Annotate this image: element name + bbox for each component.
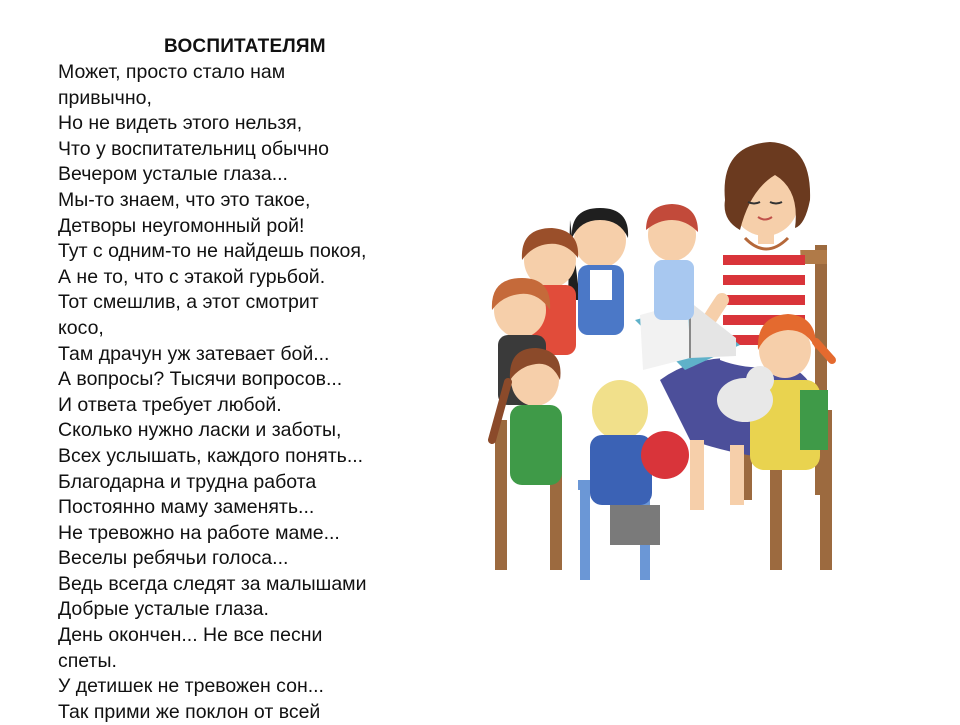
poem-line: Ведь всегда следят за малышами <box>58 572 367 595</box>
poem-line: А не то, что с этакой гурьбой. <box>58 265 326 288</box>
poem-line: Тут с одним-то не найдешь покоя, <box>58 240 367 263</box>
child-boy-blond <box>578 380 689 580</box>
poem-line: Детворы неугомонный рой! <box>58 214 305 237</box>
poem-line: День окончен... Не все песни <box>58 624 323 647</box>
poem-line: Так прими же поклон от всей <box>58 700 321 723</box>
poem-line: косо, <box>58 316 104 339</box>
poem-line: А вопросы? Тысячи вопросов... <box>58 368 343 391</box>
poem-line: Не тревожно на работе маме... <box>58 521 340 544</box>
poem-line: Может, просто стало нам <box>58 61 286 83</box>
child-back-middle <box>646 204 698 320</box>
poem-line: Что у воспитательниц обычно <box>58 137 329 160</box>
poem-lines <box>58 60 438 725</box>
poem-line: У детишек не тревожен сон... <box>58 675 324 698</box>
poem-line: Но не видеть этого нельзя, <box>58 112 303 135</box>
poem-line: Там драчун уж затевает бой... <box>58 342 330 365</box>
poem-line: спеты. <box>58 649 117 672</box>
poem-title: ВОСПИТАТЕЛЯМ <box>164 36 326 57</box>
poem <box>58 34 438 725</box>
poem-line: Веселы ребячьи голоса... <box>58 547 289 570</box>
poem-line: Благодарна и трудна работа <box>58 470 317 493</box>
poem-line: Тот смешлив, а этот смотрит <box>58 291 319 314</box>
poem-line: Вечером усталые глаза... <box>58 163 288 186</box>
poem-line: Мы-то знаем, что это такое, <box>58 188 311 211</box>
poem-line: Добрые усталые глаза. <box>58 598 269 621</box>
child-back-left <box>568 208 628 335</box>
poem-line: Постоянно маму заменять... <box>58 496 315 519</box>
poem-line: И ответа требует любой. <box>58 393 282 416</box>
poem-line: привычно, <box>58 86 152 109</box>
poem-line: Сколько нужно ласки и заботы, <box>58 419 342 442</box>
teacher-reading-illustration <box>440 120 860 590</box>
poem-line: Всех услышать, каждого понять... <box>58 444 364 467</box>
